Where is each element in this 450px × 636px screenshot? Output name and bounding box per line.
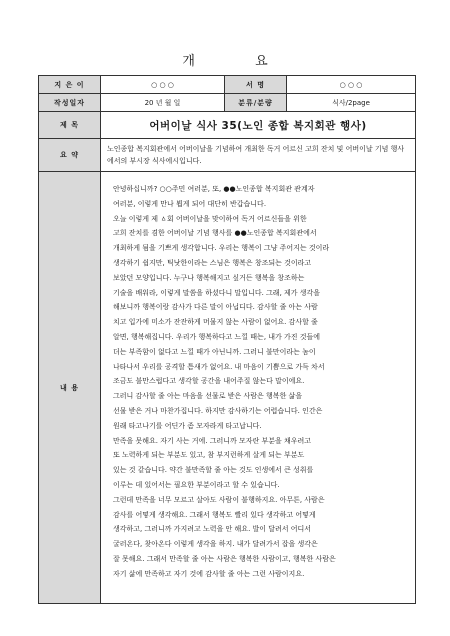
subject-label: 제 목	[39, 112, 101, 139]
content-line: 더는 부족함이 없다고 느낄 때가 아닌니까. 그러니 불만이라는 놈이	[113, 347, 316, 356]
summary-label: 요 약	[39, 139, 101, 172]
content-line: 그러니 감사할 줄 아는 마음을 선물로 받은 사람은 행복한 삶을	[113, 392, 303, 401]
content-line: 기술을 배워라, 이렇게 말씀을 하셨다니 말입니다. 그래, 제가 생각을	[113, 288, 321, 297]
content-line: 감사를 어떻게 생각해요. 그래서 행복도 빨리 있다 생각하고 어떻게	[113, 510, 316, 519]
content-line: 굴러온다, 찾아온다 이렇게 생각을 하지. 내가 달려가서 잡을 생각은	[113, 540, 318, 549]
content-line: 원래 타고나기를 어딘가 좀 모자라게 타고납니다.	[113, 421, 262, 430]
author-value[interactable]: ○ ○ ○	[101, 76, 225, 94]
content-line: 고희 잔치를 겸한 어버이날 기념 행사를 ●●노인종합 복지회관에서	[113, 229, 317, 238]
summary-value[interactable]: 노인종합 복지회관에서 어버이날을 기념하여 개최한 독거 어르신 고희 잔치 및 어버이날 기념 행사에서의 부시장 식사에시입니다.	[101, 139, 416, 172]
content-line: 보았던 모양입니다. 누구나 행복해지고 싶거든 행복을 창조하는	[113, 273, 305, 282]
content-label: 내 용	[39, 172, 101, 604]
category-value[interactable]: 식사/2page	[287, 94, 416, 112]
content-line: 해보니까 행복이랑 감사가 다른 말이 아닙디다. 감사할 줄 아는 사람	[113, 303, 318, 312]
content-line: 생각하기 쉽지만, 틱낫한이라는 스님은 행복은 창조되는 것이라고	[113, 258, 312, 267]
content-line: 조금도 불만스럽다고 생각할 공간을 내어주질 않는다 말이에요.	[113, 377, 305, 386]
date-row	[39, 94, 416, 112]
category-label: 분류/분량	[225, 94, 287, 112]
content-line: 선물 받은 거나 마찬가집니다. 하지만 감사하기는 어렵습니다. 인간은	[113, 406, 323, 415]
author-label: 지 은 이	[39, 76, 101, 94]
content-line: 오늘 이렇게 제 ㅿ회 어버이날을 맞이하여 독거 어르신들을 위한	[113, 214, 307, 223]
date-label: 작성일자	[39, 94, 101, 112]
content-text	[113, 182, 407, 582]
content-line: 생각하고, 그러니까 가지려고 노력을 안 해요. 발이 달려서 어디서	[113, 525, 312, 534]
content-line: 개최하게 됨을 기쁘게 생각합니다. 우리는 행복이 그냥 주어지는 것이라	[113, 244, 330, 253]
date-value[interactable]: 20 년 월 일	[101, 94, 225, 112]
content-line: 여러분, 이렇게 만나 뵙게 되어 대단히 반갑습니다.	[113, 199, 267, 208]
signature-value[interactable]: ○ ○ ○	[287, 76, 416, 94]
signature-label: 서 명	[225, 76, 287, 94]
overview-form-table	[38, 75, 416, 604]
subject-value[interactable]: 어버이날 식사 35(노인 종합 복지회관 행사)	[101, 112, 416, 139]
content-line: 이루는 데 있어서는 필요한 부분이라고 할 수 있습니다.	[113, 480, 280, 489]
summary-row	[39, 139, 416, 172]
content-line: 알면, 행복해집니다. 우리가 행복하다고 느낄 때는, 내가 가진 것들에	[113, 332, 321, 341]
content-line: 또 노력하게 되는 부분도 있고, 참 부지런하게 살게 되는 부분도	[113, 451, 305, 460]
content-line: 있는 것 같습니다. 약간 불만족할 줄 아는 것도 인생에서 큰 성취를	[113, 466, 314, 475]
subject-row	[39, 112, 416, 139]
content-line: 치고 입가에 미소가 잔잔하게 머물지 않는 사람이 없어요. 감사할 줄	[113, 318, 318, 327]
content-line: 나타나서 우리를 공격할 틈새가 없어요. 내 마음이 기쁨으로 가득 차서	[113, 362, 325, 371]
content-line: 안녕하십니까? ○○주민 여러분, 또, ●●노인종합 복지회관 관계자	[113, 185, 315, 193]
content-row	[39, 172, 416, 604]
content-body[interactable]	[101, 172, 416, 604]
content-line: 만족을 못해요. 자기 사는 거에. 그러니까 모자란 부분을 채우려고	[113, 436, 312, 445]
author-row	[39, 76, 416, 94]
content-line: 잘 못해요. 그래서 만족할 줄 아는 사람은 행복한 사람이고, 행복한 사람은	[113, 554, 336, 563]
content-line: 그런데 만족을 너무 모르고 살아도 사람이 불행하지요. 아무튼, 사람은	[113, 495, 325, 504]
content-line: 자기 삶에 만족하고 자기 것에 감사할 줄 아는 그런 사람이지요.	[113, 569, 305, 578]
document-title: 개 요	[182, 54, 296, 69]
